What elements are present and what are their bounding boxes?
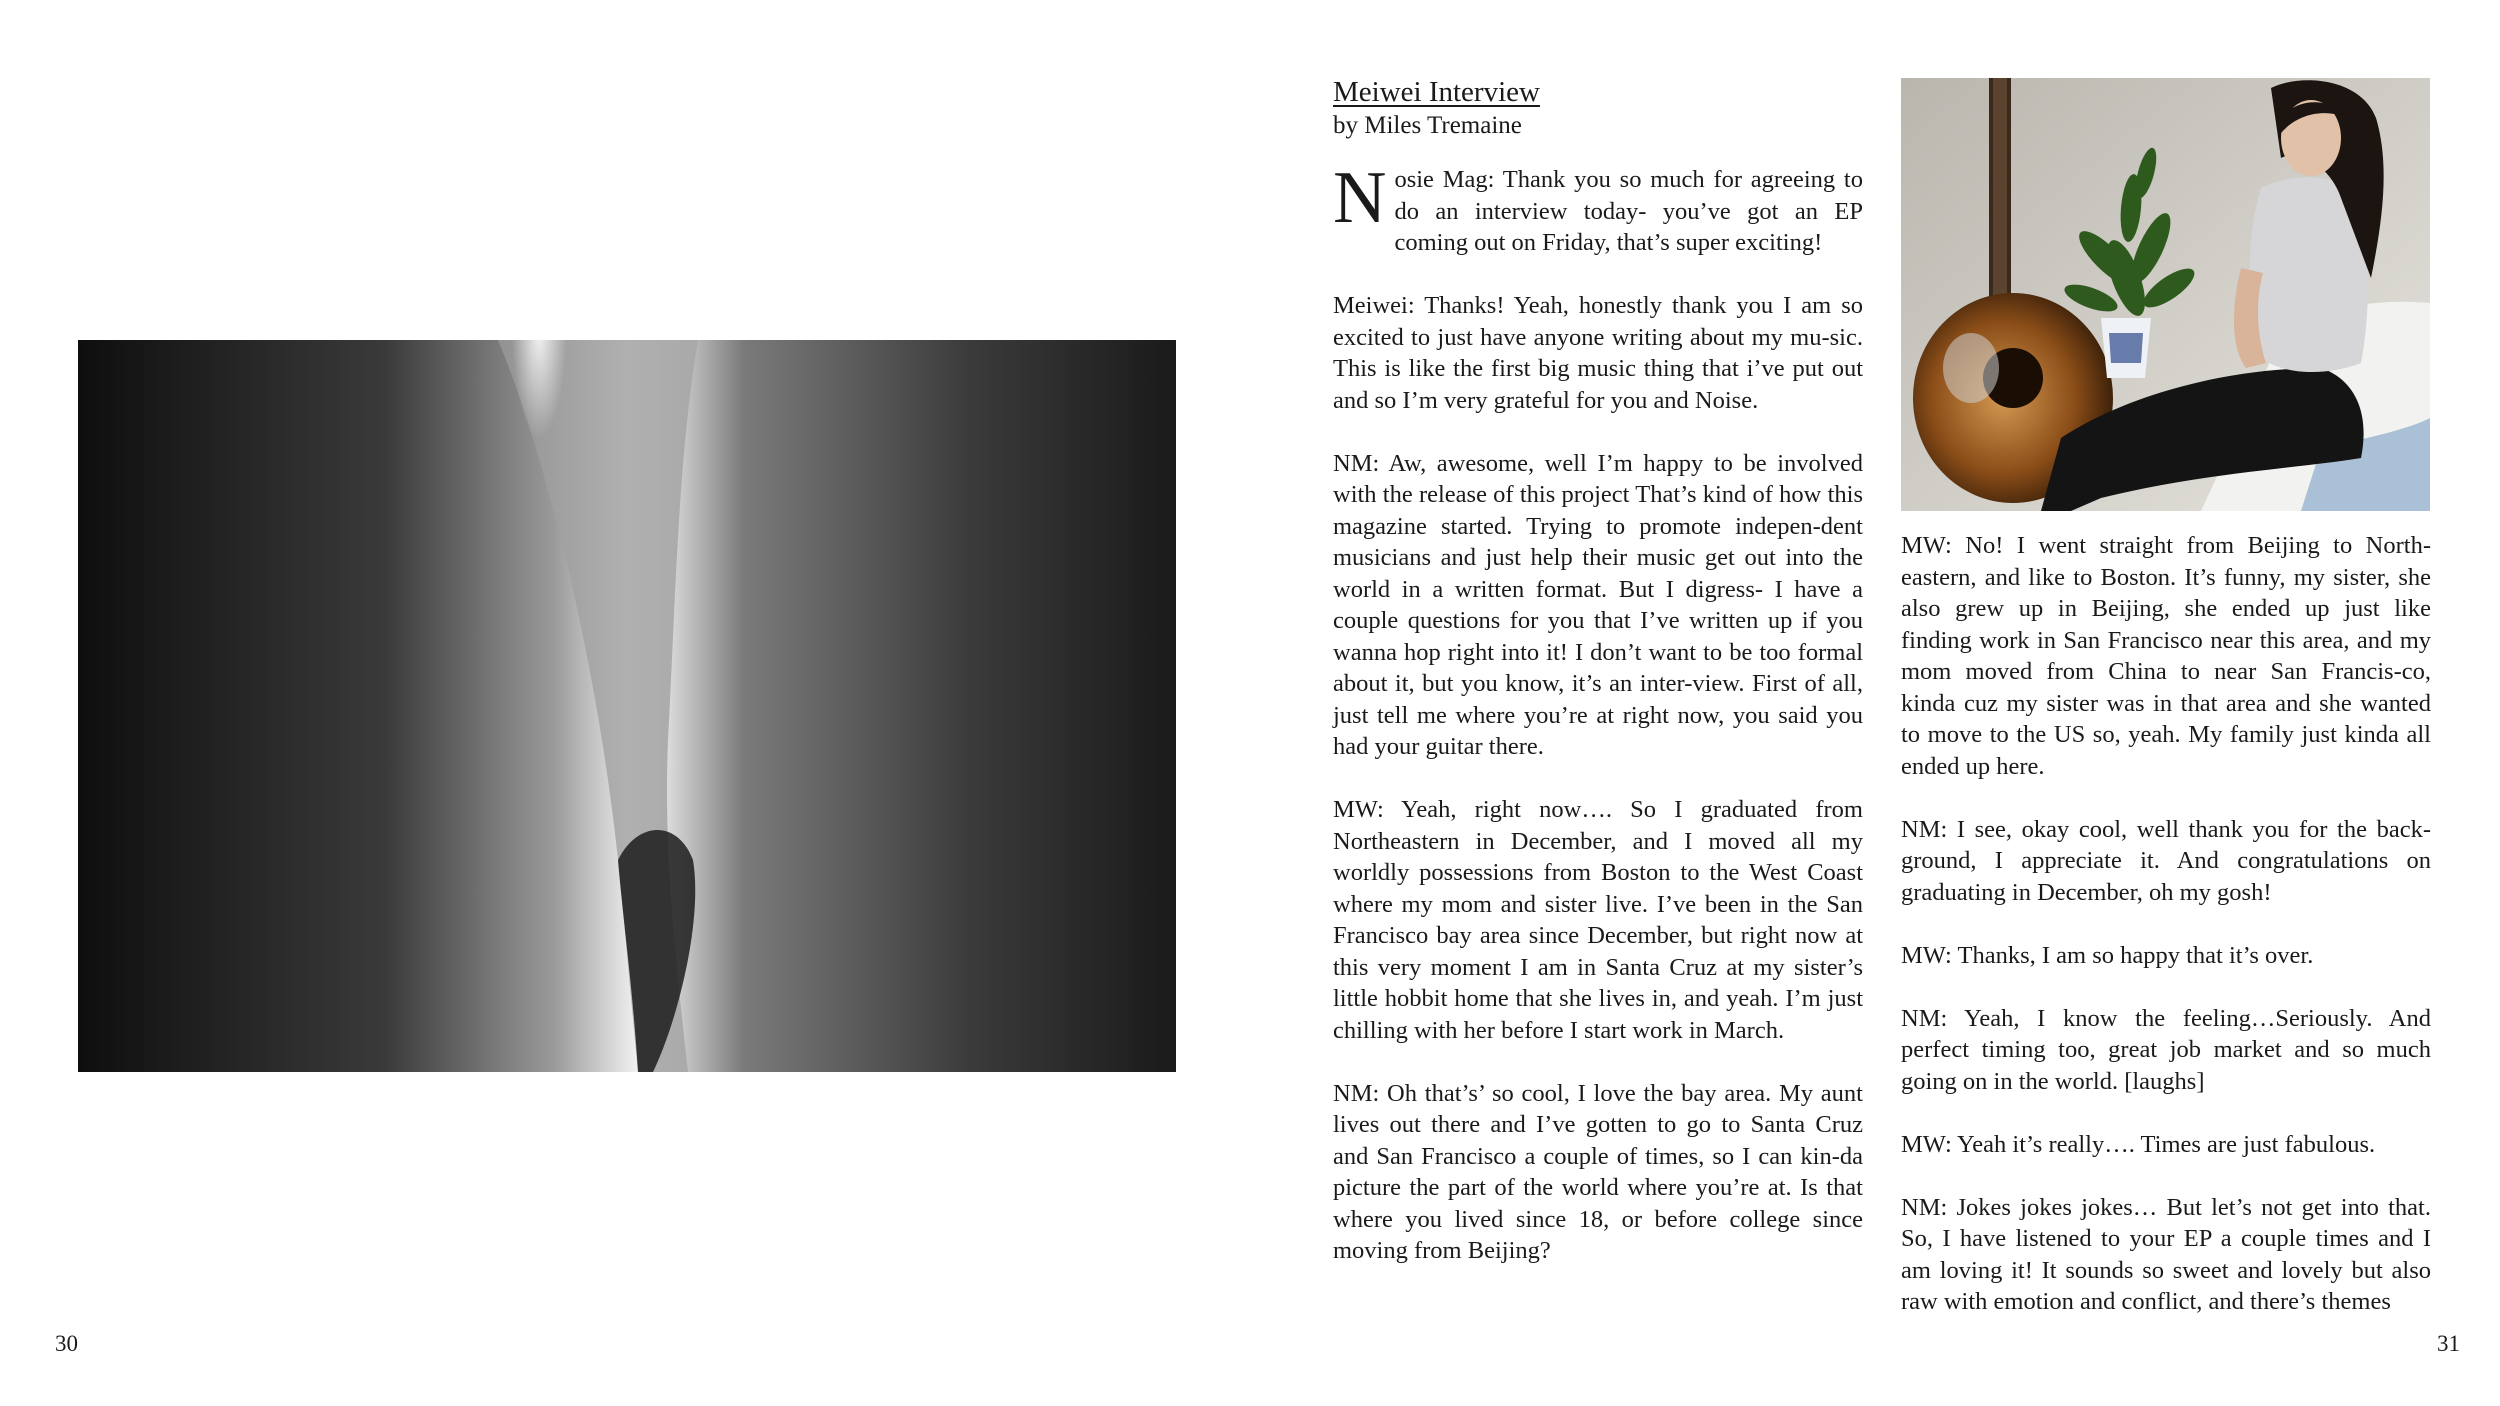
paragraph-text: osie Mag: Thank you so much for agreeing to do an interview today- you’ve got an EP coming out on Friday, that’s super exciting! — [1394, 166, 1863, 256]
paragraph: NM: Yeah, I know the feeling…Seriously. And perfect timing too, great job market and so much going on in the world. [laughs] — [1901, 1004, 2431, 1095]
article-title: Meiwei Interview — [1333, 76, 1540, 108]
paragraph: NM: Aw, awesome, well I’m happy to be involved with the release of this project That’s kind of how this magazine started. Trying to promote indepen-dent musicians and just help their music get out into the world in a written format. But I digress- I have a couple questions for you that I’ve written up if you wanna hop right into it! I don’t want to be too formal about it, but you know, it’s an inter-view. First of all, just tell me where you’re at right now, you said you had your guitar there. — [1333, 449, 1863, 760]
black-and-white-photo — [78, 340, 1176, 1072]
article-column-2 — [1901, 530, 2431, 1349]
paragraph: MW: Thanks, I am so happy that it’s over. — [1901, 941, 2314, 969]
paragraph — [1333, 157, 1863, 259]
drop-cap: N — [1333, 157, 1387, 239]
page-number-left: 30 — [55, 1331, 78, 1356]
portrait-photo — [1901, 78, 2430, 511]
paragraph: NM: I see, okay cool, well thank you for the back-ground, I appreciate it. And congratulations on graduating in December, oh my gosh! — [1901, 815, 2431, 906]
page-number-right: 31 — [2437, 1331, 2460, 1356]
paragraph: Meiwei: Thanks! Yeah, honestly thank you I am so excited to just have anyone writing about my mu-sic. This is like the first big music thing that i’ve put out and so I’m very grateful for you and Noise. — [1333, 292, 1863, 414]
paragraph: MW: Yeah, right now…. So I graduated from Northeastern in December, and I moved all my worldly possessions from Boston to the West Coast where my mom and sister live. I’ve been in the San Francisco bay area since December, but right now at this very moment I am in Santa Cruz at my sister’s little hobbit home that she lives in, and yeah. I’m just chilling with her before I start work in March. — [1333, 796, 1863, 1044]
paragraph: NM: Oh that’s’ so cool, I love the bay area. My aunt lives out there and I’ve gotten to go to Santa Cruz and San Francisco a couple of times, so I can kin-da picture the part of the world where you’re at. Is that where you lived since 18, or before college since moving from Beijing? — [1333, 1079, 1863, 1264]
article-byline: by Miles Tremaine — [1333, 112, 1522, 139]
paragraph: MW: No! I went straight from Beijing to North-eastern, and like to Boston. It’s funny, my sister, she also grew up in Beijing, she ended up just like finding work in San Francisco near this area, and my mom moved from China to near San Francis-co, kinda cuz my sister was in that area and she wanted to move to the US so, yeah. My family just kinda all ended up here. — [1901, 532, 2431, 780]
paragraph: MW: Yeah it’s really…. Times are just fabulous. — [1901, 1130, 2376, 1158]
paragraph: NM: Jokes jokes jokes… But let’s not get into that. So, I have listened to your EP a couple times and I am loving it! It sounds so sweet and lovely but also raw with emotion and conflict, and there’s themes — [1901, 1193, 2431, 1315]
article-column-1 — [1333, 74, 1863, 1298]
